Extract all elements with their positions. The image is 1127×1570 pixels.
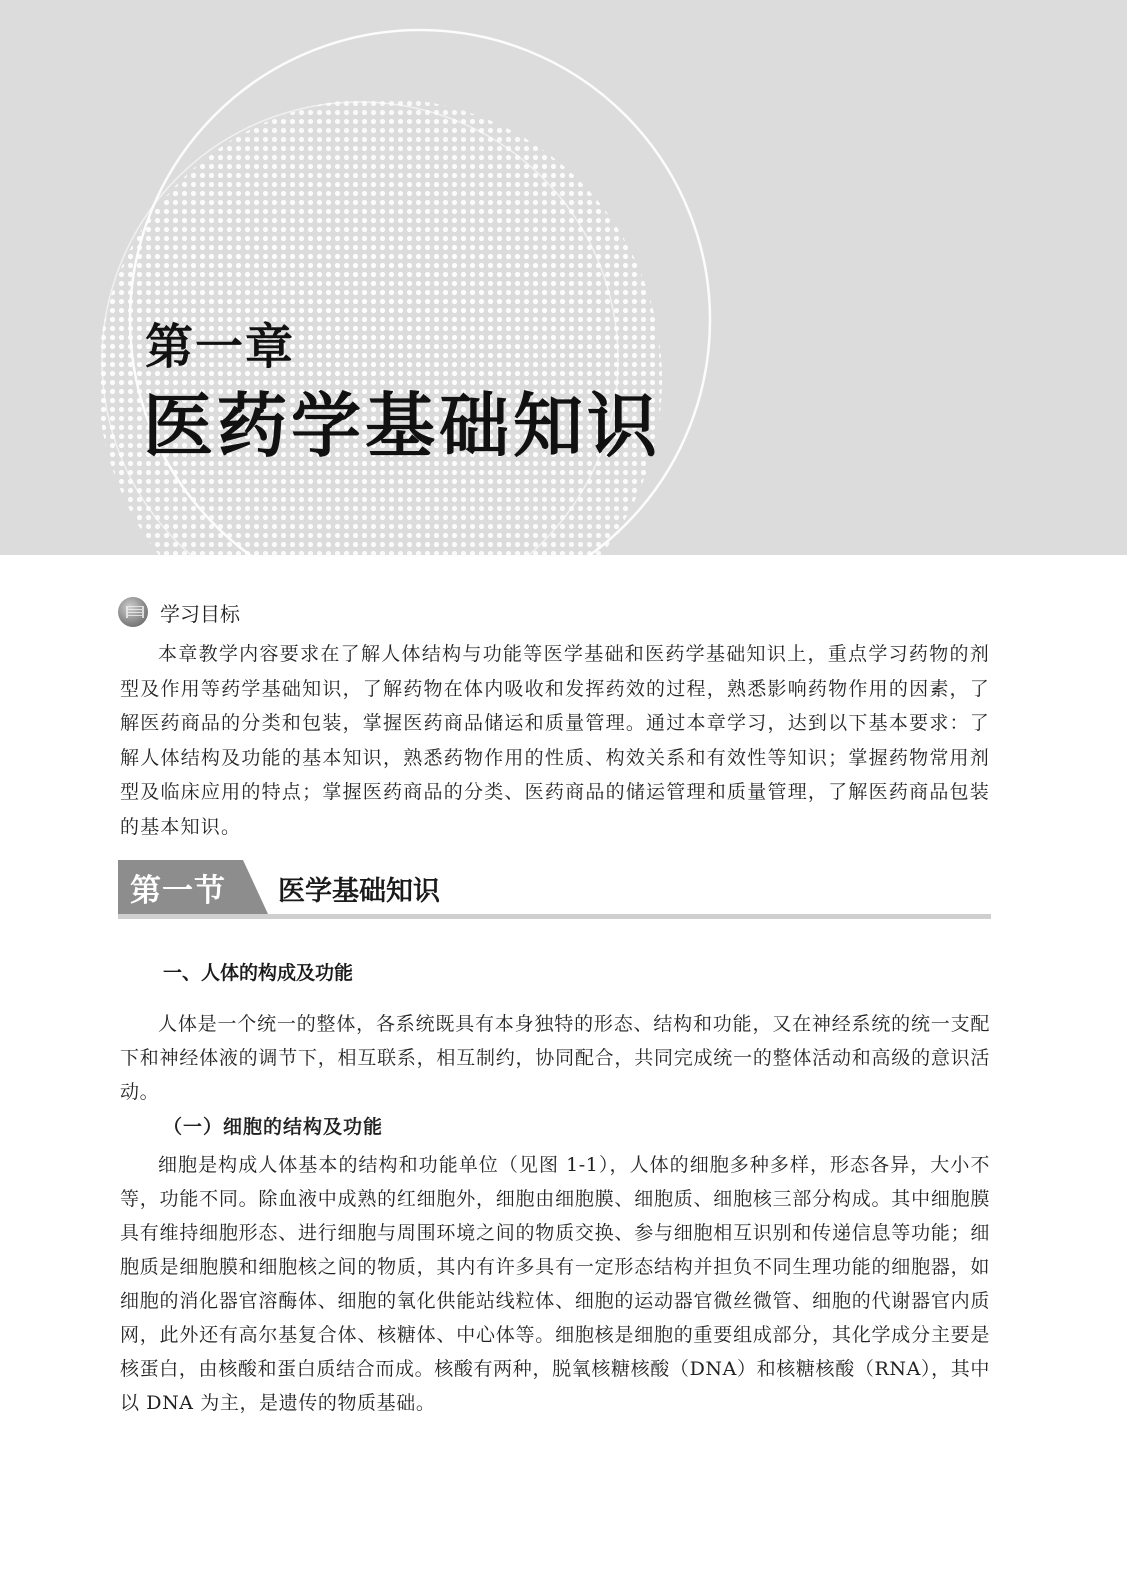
body-paragraph: 细胞是构成人体基本的结构和功能单位（见图 1-1），人体的细胞多种多样，形态各异，大小不等，功能不同。除血液中成熟的红细胞外，细胞由细胞膜、细胞质、细胞核三部分构成。其中细胞膜具有维持细胞形态、进行细胞与周围环境之间的物质交换、参与细胞相互识别和传递信息等功能；细胞质是细胞膜和细胞核之间的物质，其内有许多具有一定形态结构并担负不同生理功能的细胞器，如细胞的消化器官溶酶体、细胞的氧化供能站线粒体、细胞的运动器官微丝微管、细胞的代谢器官内质网，此外还有高尔基复合体、核糖体、中心体等。细胞核是细胞的重要组成部分，其化学成分主要是核蛋白，由核酸和蛋白质结合而成。核酸有两种，脱氧核糖核酸（DNA）和核糖核酸（RNA），其中以 DNA 为主，是遗传的物质基础。 — [120, 1154, 990, 1414]
section-header — [118, 860, 991, 920]
section-divider — [118, 914, 991, 919]
chapter-banner — [0, 0, 1127, 555]
decorative-circles — [0, 0, 1127, 555]
subsection-heading: 一、人体的构成及功能 — [163, 962, 354, 984]
chapter-title: 医药学基础知识 — [143, 384, 661, 467]
sub-subsection-heading: （一）细胞的结构及功能 — [163, 1116, 384, 1138]
learning-objectives-title: 学习目标 — [160, 601, 240, 626]
learning-objectives-text: 本章教学内容要求在了解人体结构与功能等医学基础和医药学基础知识上，重点学习药物的剂型及作用等药学基础知识，了解药物在体内吸收和发挥药效的过程，熟悉影响药物作用的因素，了解医药商品的分类和包装，掌握医药商品储运和质量管理。通过本章学习，达到以下基本要求：了解人体结构及功能的基本知识，熟悉药物作用的性质、构效关系和有效性等知识；掌握药物常用剂型及临床应用的特点；掌握医药商品的分类、医药商品的储运管理和质量管理，了解医药商品包装的基本知识。 — [120, 643, 990, 838]
book-globe-icon — [118, 597, 148, 627]
body-paragraph: 人体是一个统一的整体，各系统既具有本身独特的形态、结构和功能，又在神经系统的统一支配下和神经体液的调节下，相互联系，相互制约，协同配合，共同完成统一的整体活动和高级的意识活动。 — [120, 1013, 990, 1103]
section-title: 医学基础知识 — [278, 876, 440, 907]
chapter-number: 第一章 — [145, 319, 296, 375]
section-number: 第一节 — [130, 873, 226, 909]
learning-objectives-header — [118, 597, 240, 627]
